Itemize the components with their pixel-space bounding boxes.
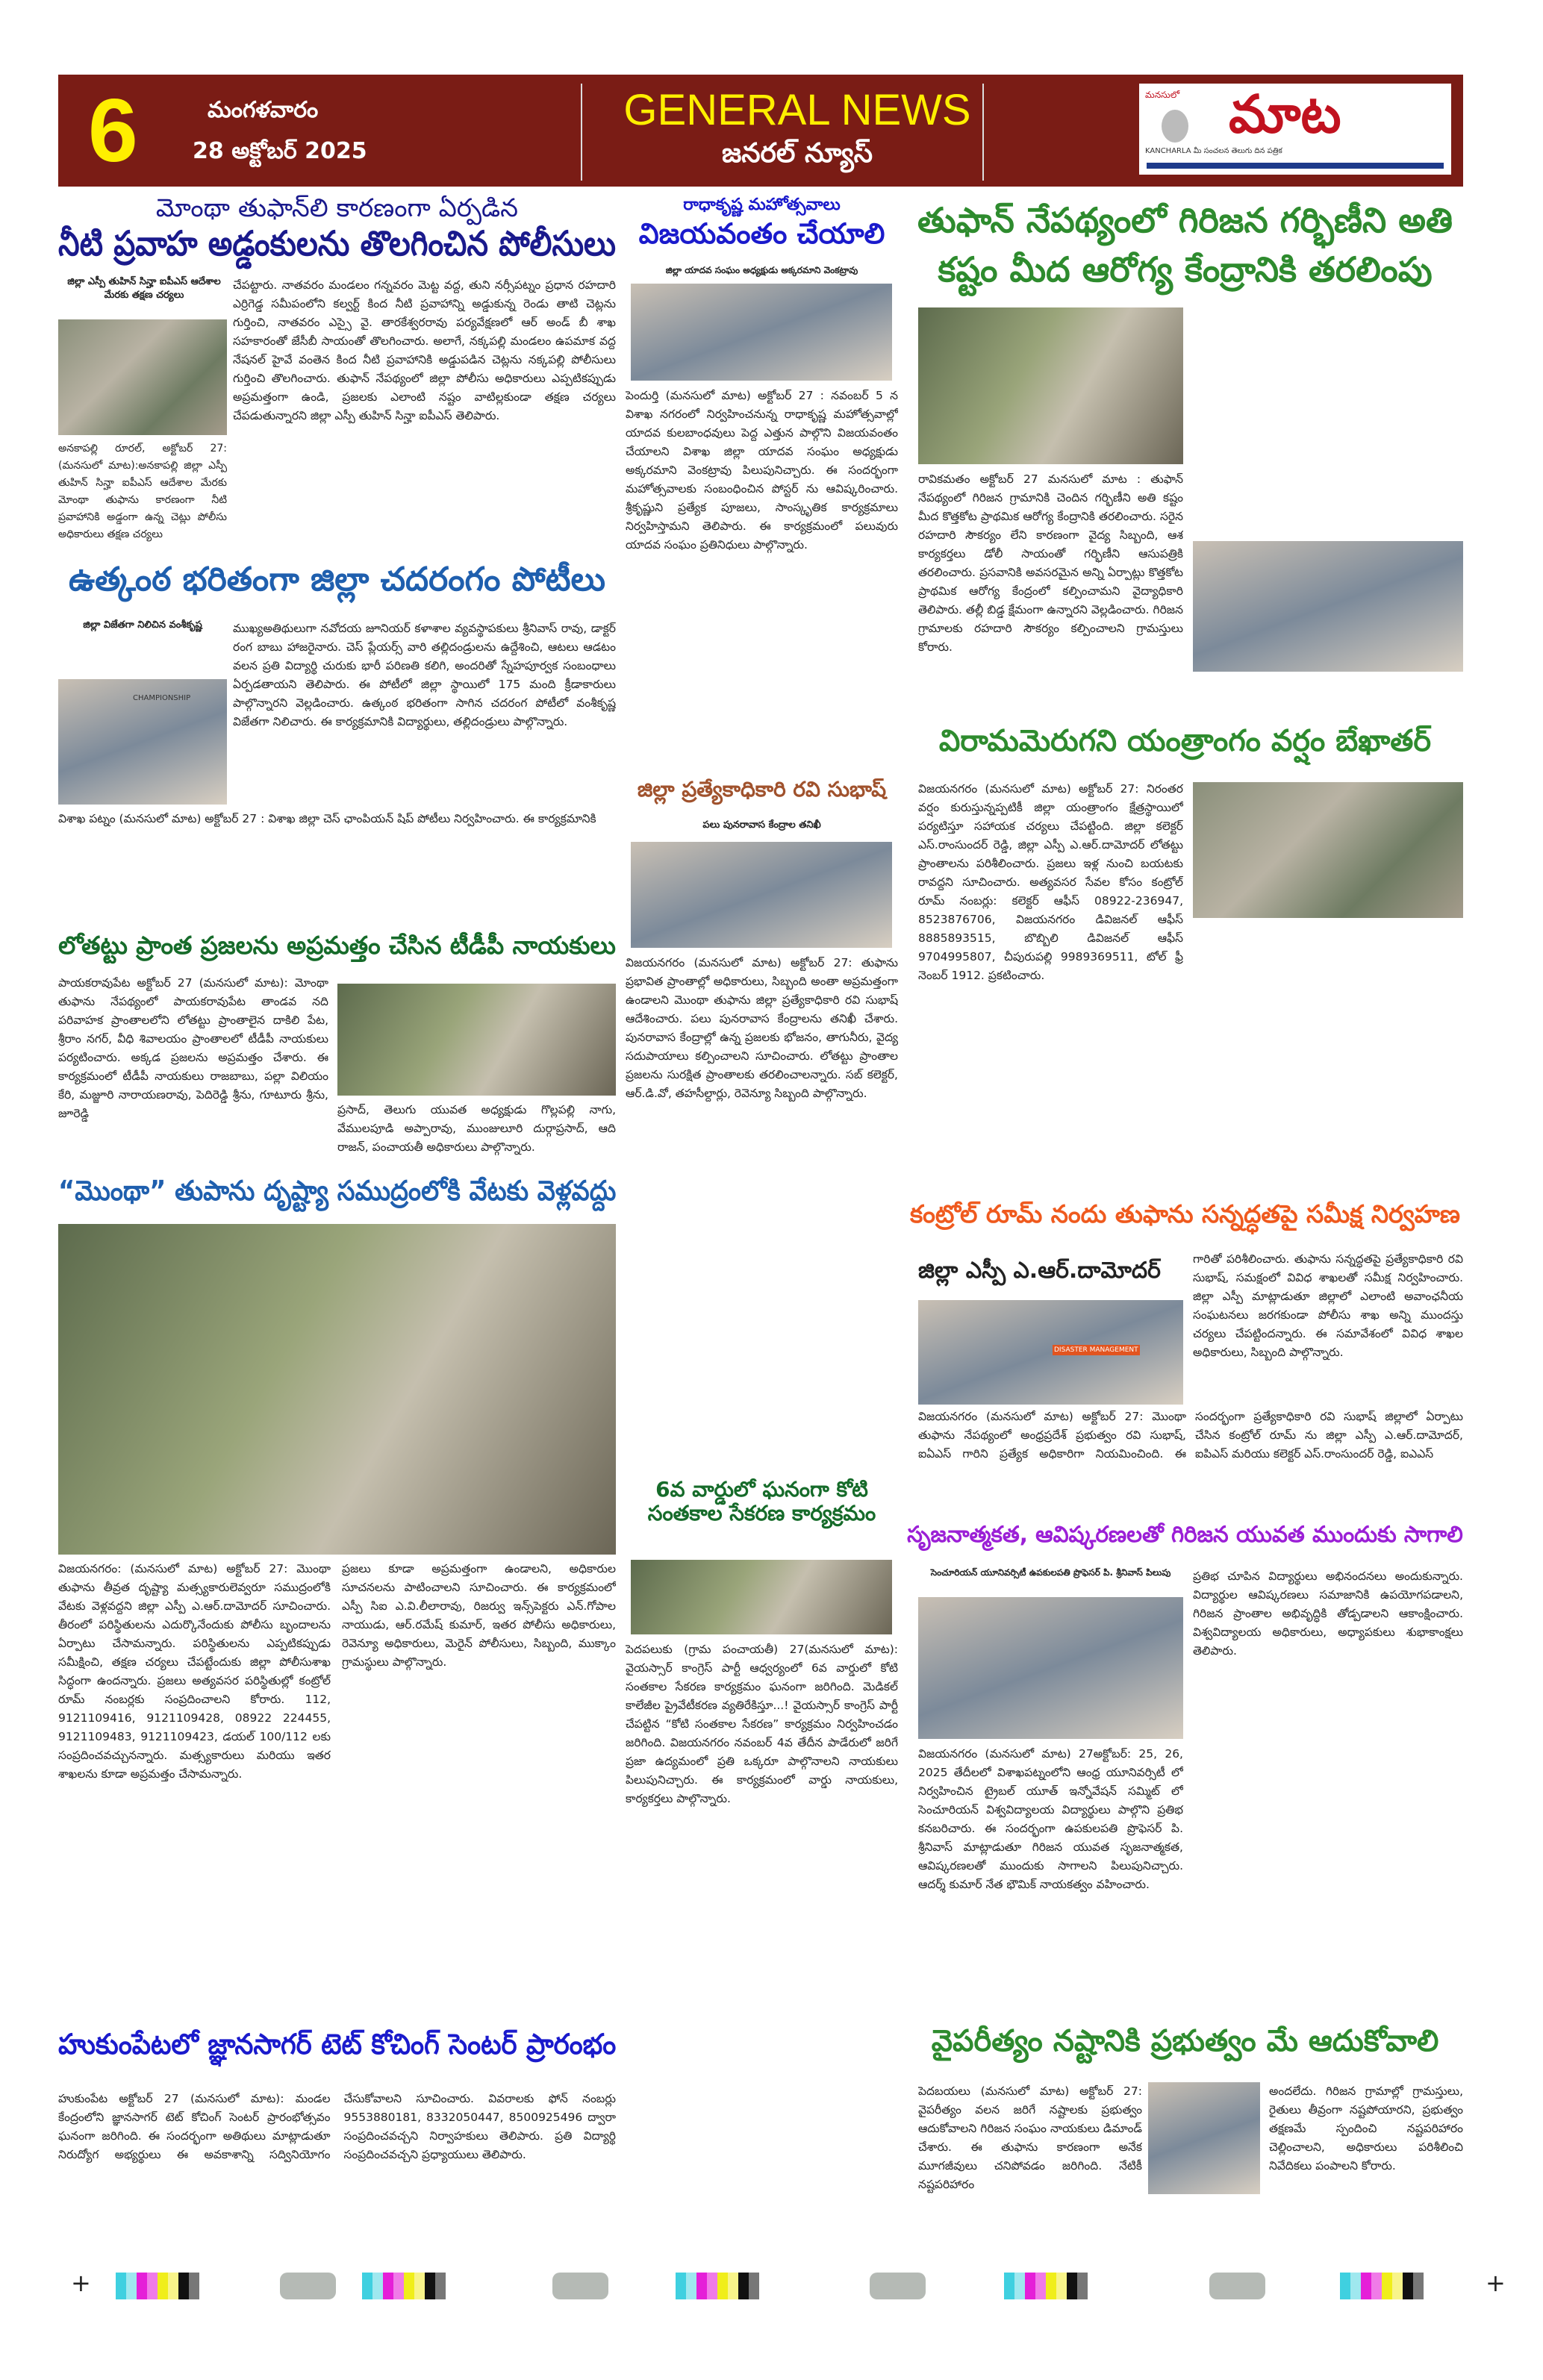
article-body-continued: ప్రతిభ చూపిన విద్యార్థులు అభినందనలు అందుకున్నారు. విద్యార్థుల ఆవిష్కరణలు సమాజానికి ఉపయోగపడాలని, గిరిజన ప్రాంతాల అభివృద్ధికి తోడ్పడాలని ఆకాంక్షించారు. విశ్వవిద్యాలయ అధికారులు, అధ్యాపకులు శుభాకాంక్షలు తెలిపారు. <box>1193 1570 1463 1658</box>
article-subheadline: జిల్లా ఎస్పీ తుహిన్ సిన్హా ఐపీఎస్ ఆదేశాల మేరకు తక్షణ చర్యలు <box>67 276 221 301</box>
registration-mark-icon: + <box>1486 2269 1506 2297</box>
article-body: విజయనగరం (మనసులో మాట) 27అక్టోబర్: 25, 26, 2025 తేదీలలో విశాఖపట్నంలోని ఆంధ్ర యూనివర్సిటీ లో నిర్వహించిన ట్రైబల్ యూత్ ఇన్నోవేషన్ సమ్మిట్ లో సెంచూరియన్ విశ్వవిద్యాలయ విద్యార్థులు పాల్గొని ప్రతిభ కనబరిచారు. ఈ సందర్భంగా ఉపకులపతి ప్రొఫెసర్ పి. శ్రీనివాస్ మాట్లాడుతూ గిరిజన యువత సృజనాత్మకత, ఆవిష్కరణలతో ముందుకు సాగాలని పిలుపునిచ్చారు. ఆదర్శ్ కుమార్ నేత భౌమిక్ నాయకత్వం వహించారు. <box>918 1747 1183 1891</box>
article-body-continued: ప్రసాద్, తెలుగు యువత అధ్యక్షుడు గొల్లపల్లి నాగు, వేములపూడి అప్పారావు, ముంజులూరి దుర్గాప్రసాద్, ఆది రాజన్, పంచాయతీ అధికారులు పాల్గొన్నారు. <box>337 1103 616 1154</box>
color-swatch <box>696 2273 707 2299</box>
color-swatch <box>404 2273 414 2299</box>
color-swatch <box>383 2273 393 2299</box>
color-swatch <box>372 2273 383 2299</box>
logo-bar <box>1147 163 1444 169</box>
color-swatch <box>393 2273 404 2299</box>
article-headline: సృజనాత్మకత, ఆవిష్కరణలతో గిరిజన యువత ముందుకు సాగాలి <box>907 1522 1463 1548</box>
article-body: విజయనగరం (మనసులో మాట) అక్టోబర్ 27: నిరంతర వర్షం కురుస్తున్నప్పటికీ జిల్లా యంత్రాంగం క్షేత్రస్థాయిలో పర్యటిస్తూ సహాయక చర్యలు చేపట్టింది. జిల్లా కలెక్టర్ ఎస్.రాంసుందర్ రెడ్డి, జిల్లా ఎస్పీ ఎ.ఆర్.దామోదర్ లోతట్టు ప్రాంతాలను పరిశీలించారు. ప్రజలు ఇళ్ల నుంచి బయటకు రావద్దని సూచించారు. అత్యవసర సేవల కోసం కంట్రోల్ రూమ్ నంబర్లు: కలెక్టర్ ఆఫీస్ 08922-236947, 8523876706, విజయనగరం డివిజనల్ ఆఫీస్ 8885893515, బొబ్బిలి డివిజనల్ ఆఫీస్ 9704995807, చీపురుపల్లి 9989369511, టోల్ ఫ్రీ నెంబర్ 1912. ప్రకటించారు. <box>918 782 1183 982</box>
article-kicker: రాధాకృష్ణ మహోత్సవాలు <box>683 196 841 214</box>
logo-tagline-text: మీ సంచలన తెలుగు దిన పత్రిక <box>1193 147 1282 155</box>
gray-swatch <box>1209 2273 1265 2299</box>
color-swatch <box>1350 2273 1361 2299</box>
color-swatch <box>1371 2273 1382 2299</box>
article-photo <box>631 1560 892 1634</box>
article-body: విజయనగరం: (మనసులో మాట) అక్టోబర్ 27: మొంథా తుఫాను తీవ్రత దృష్ట్యా మత్స్యకారులెవ్వరూ సముద్రంలోకి వేటకు వెళ్లవద్దని జిల్లా ఎస్పీ ఎ.ఆర్.దామోదర్ సూచించారు. తీరంలో పరిస్థితులను ఎదుర్కొనేందుకు పోలీసు బృందాలను ఏర్పాటు చేసామన్నారు. పరిస్థితులను ఎప్పటికప్పుడు సమీక్షించి, తక్షణ చర్యలు చేపట్టేందుకు జిల్లా పోలీసుశాఖ సిద్ధంగా ఉందన్నారు. ప్రజలు అత్యవసర పరిస్థితుల్లో కంట్రోల్ రూమ్ నంబర్లకు సంప్రదించాలని కోరారు. 112, 9121109416, 9121109428, 08922 224455, 9121109483, 9121109423, డయల్ 100/112 లకు సంప్రదించవచ్చునన్నారు. మత్స్యకారులు మరియు ఇతర శాఖలను కూడా అప్రమత్తం చేసామన్నారు. <box>58 1562 331 1781</box>
article-photo <box>918 307 1183 464</box>
article-photo <box>1193 541 1463 672</box>
color-swatch <box>362 2273 372 2299</box>
color-swatch <box>717 2273 728 2299</box>
newspaper-logo <box>1139 84 1451 175</box>
gray-swatch <box>552 2273 608 2299</box>
article-body: విజయనగరం (మనసులో మాట) అక్టోబర్ 27: తుఫాను ప్రభావిత ప్రాంతాల్లో అధికారులు, సిబ్బంది అంతా అప్రమత్తంగా ఉండాలని మొంథా తుఫాను జిల్లా ప్రత్యేకాధికారి రవి సుభాష్ ఆదేశించారు. పలు పునరావాస కేంద్రాలను తనిఖీ చేశారు. పునరావాస కేంద్రాల్లో ఉన్న ప్రజలకు భోజనం, తాగునీరు, వైద్య సదుపాయాలు కల్పించాలని సూచించారు. లోతట్టు ప్రాంతాల ప్రజలను సురక్షిత ప్రాంతాలకు తరలించాలన్నారు. సబ్ కలెక్టర్, ఆర్.డి.వో, తహసీల్దార్లు, రెవెన్యూ సిబ్బంది పాల్గొన్నారు. <box>626 956 898 1100</box>
color-swatch <box>1403 2273 1413 2299</box>
color-swatch <box>435 2273 446 2299</box>
article-subheadline: జిల్లా ఎస్పీ ఎ.ఆర్.దామోదర్ <box>918 1258 1161 1284</box>
article-body: హుకుంపేట అక్టోబర్ 27 (మనసులో మాట): మండల కేంద్రంలోని జ్ఞానసాగర్ టెట్ కోచింగ్ సెంటర్ ప్రారంభోత్సవం ఘనంగా జరిగింది. ఈ సందర్భంగా అతిథులు మాట్లాడుతూ నిరుద్యోగ అభ్యర్థులు ఈ అవకాశాన్ని సద్వినియోగం చేసుకోవాలని సూచించారు. వివరాలకు ఫోన్ నంబర్లు 9553880181, 8332050447, 8500925496 ద్వారా సంప్రదించవచ్చని నిర్వాహకులు తెలిపారు. ప్రతి విద్యార్థి సంప్రదించవచ్చని ప్రధ్యాయులు తెలిపారు. <box>58 2092 616 2161</box>
article-photo <box>58 319 227 435</box>
article-subheadline: జిల్లా యాదవ సంఘం అధ్యక్షుడు అక్కరమాని వెంకట్రావు <box>665 265 858 275</box>
color-swatch <box>1340 2273 1350 2299</box>
article-photo <box>918 1300 1183 1405</box>
article-headline: ఉత్కంఠ భరితంగా జిల్లా చదరంగం పోటీలు <box>69 560 605 599</box>
logo-portrait-icon <box>1162 110 1188 143</box>
article-headline: 6వ వార్డులో ఘనంగా కోటి సంతకాల సేకరణ కార్యక్రమం <box>647 1477 876 1526</box>
gray-swatch <box>280 2273 336 2299</box>
article-photo <box>58 679 227 805</box>
color-swatch <box>147 2273 158 2299</box>
color-swatch <box>749 2273 759 2299</box>
article-photo <box>918 1597 1183 1739</box>
article-body: చేపట్టారు. నాతవరం మండలం గన్నవరం మెట్ట వద్ద, తుని నర్సీపట్నం ప్రధాన రహదారి ఎర్రిగెడ్డ సమీపంలోని కల్వర్ట్ కింద నీటి ప్రవాహాన్ని అడ్డుకున్న రెండు తాటి చెట్లను గుర్తించి, నాతవరం ఎస్సై వై. తారకేశ్వరరావు పర్యవేక్షణలో ఆర్ అండ్ బీ శాఖ సహకారంతో జేసీబీ సాయంతో తొలగించారు. అలాగే, నక్కపల్లి మండలం ఉపమాక వద్ద నేషనల్ హైవే వంతెన కింద నీటి ప్రవాహానికి అడ్డుపడిన చెట్లను నక్కపల్లి పోలీసులు గుర్తించి తొలగించారు. తుఫాన్ నేపథ్యంలో జిల్లా పోలీసు అధికారులు ఎప్పటికప్పుడు అప్రమత్తంగా ఉండి, ప్రజలకు ఎలాంటి నష్టం వాటిల్లకుండా తక్షణ చర్యలు చేపడుతున్నారని జిల్లా ఎస్పీ తుహిన్ సిన్హా ఐపీఎస్ తెలిపారు. <box>233 278 616 422</box>
masthead <box>58 75 1463 187</box>
article-headline: జిల్లా ప్రత్యేకాధికారి రవి సుభాష్ <box>637 777 887 802</box>
article-body-continued: అందలేదు. గిరిజన గ్రామాల్లో గ్రామస్తులు, రైతులు తీవ్రంగా నష్టపోయారని, ప్రభుత్వం తక్షణమే స్పందించి నష్టపరిహారం చెల్లించాలని, అధికారులు పరిశీలించి నివేదికలు పంపాలని కోరారు. <box>1269 2084 1463 2173</box>
article-body: పెదబయలు (మనసులో మాట) అక్టోబర్ 27: వైపరీత్యం వలన జరిగే నష్టాలకు ప్రభుత్వం ఆదుకోవాలని గిరిజన సంఘం నాయకులు డిమాండ్ చేశారు. ఈ తుఫాను కారణంగా అనేక మూగజీవులు చనిపోవడం జరిగింది. నేటికీ నష్టపరిహారం <box>918 2084 1142 2191</box>
article-body-continued: ప్రజలు కూడా అప్రమత్తంగా ఉండాలని, అధికారుల సూచనలను పాటించాలని సూచించారు. ఈ కార్యక్రమంలో ఎస్పీ సిఐ ఎ.వి.లీలారావు, రిజర్వు ఇన్స్‌పెక్టరు ఎన్.గోపాల నాయుడు, ఆర్.రమేష్ కుమార్, ఇతర పోలీసు అధికారులు, రెవెన్యూ అధికారులు, మెరైన్ పోలీసులు, సిబ్బంది, ముక్కాం గ్రామస్థులు పాల్గొన్నారు. <box>342 1562 616 1669</box>
color-swatch <box>738 2273 749 2299</box>
article-photo <box>58 1224 616 1555</box>
color-swatch <box>168 2273 178 2299</box>
article-photo <box>631 284 892 381</box>
masthead-date: 28 అక్టోబర్ 2025 <box>193 138 367 164</box>
article-headline: తుఫాన్ నేపథ్యంలో గిరిజన గర్భిణీని అతి కష్టం మీద ఆరోగ్య కేంద్రానికి తరలింపు <box>917 200 1453 290</box>
article-headline: హుకుంపేటలో జ్ఞానసాగర్ టెట్ కోచింగ్ సెంటర్ ప్రారంభం <box>58 2028 617 2061</box>
article-photo <box>631 842 892 948</box>
masthead-day: మంగళవారం <box>208 97 319 123</box>
article-photo <box>337 984 616 1096</box>
color-swatch <box>116 2273 126 2299</box>
article-caption: విశాఖ పట్నం (మనసులో మాట) అక్టోబర్ 27 : విశాఖ జిల్లా చెస్ ఛాంపియన్ షిప్ పోటీలు నిర్వహించారు. ఈ కార్యక్రమానికి <box>58 812 596 825</box>
color-swatch <box>676 2273 686 2299</box>
article-headline: కంట్రోల్ రూమ్ నందు తుఫాను సన్నద్ధతపై సమీక్ష నిర్వహణ <box>909 1199 1461 1228</box>
color-swatch <box>1382 2273 1392 2299</box>
color-swatch <box>178 2273 189 2299</box>
article-headline: నీటి ప్రవాహ అడ్డంకులను తొలగించిన పోలీసులు <box>58 223 616 263</box>
article-body: పెందుర్తి (మనసులో మాట) అక్టోబర్ 27 : నవంబర్ 5 న విశాఖ నగరంలో నిర్వహించనున్న రాధాకృష్ణ మహోత్సవాల్లో యాదవ కులబాంధవులు పెద్ద ఎత్తున పాల్గొని విజయవంతం చేయాలని విశాఖ జిల్లా యాదవ సంఘం అధ్యక్షుడు అక్కరమాని వెంకట్రావు పిలుపునిచ్చారు. ఈ సందర్భంగా మహోత్సవాలకు సంబంధించిన పోస్టర్ ను ఆవిష్కరించారు. శ్రీకృష్ణుని ప్రత్యేక పూజలు, సాంస్కృతిక కార్యక్రమాలు నిర్వహిస్తామని తెలిపారు. ఈ కార్యక్రమంలో పలువురు యాదవ సంఘం ప్రతినిధులు పాల్గొన్నారు. <box>626 389 898 552</box>
color-swatch <box>1392 2273 1403 2299</box>
logo-tagline <box>1145 146 1282 157</box>
color-swatch <box>728 2273 738 2299</box>
article-headline: “మొంథా” తుపాను దృష్ట్యా సముద్రంలోకి వేటకు వెళ్లవద్దు <box>58 1175 617 1207</box>
color-swatch <box>425 2273 435 2299</box>
logo-small-text: మనసులో <box>1145 90 1180 100</box>
color-swatch <box>1046 2273 1056 2299</box>
article-photo <box>1193 782 1463 918</box>
article-kicker: మోంథా తుఫాన్‌లి కారణంగా ఏర్పడిన <box>155 193 519 223</box>
section-title-te: జనరల్ న్యూస్ <box>721 138 873 169</box>
section-title-en: GENERAL NEWS <box>623 86 971 134</box>
photo-sign-text: DISASTER MANAGEMENT <box>1054 1346 1138 1354</box>
article-caption: అనకాపల్లి రూరల్, అక్టోబర్ 27: (మనసులో మాట):అనకాపల్లి జిల్లా ఎస్పీ తుహిన్ సిన్హా ఐపీఎస్ ఆదేశాల మేరకు మోంథా తుఫాను కారణంగా నీటి ప్రవాహానికి అడ్డంగా ఉన్న చెట్లు పోలీసు అధికారులు తక్షణ చర్యలు <box>58 443 227 540</box>
color-swatch <box>1014 2273 1025 2299</box>
gray-swatch <box>870 2273 926 2299</box>
article-headline: లోతట్టు ప్రాంత ప్రజలను అప్రమత్తం చేసిన టీడీపీ నాయకులు <box>58 931 616 960</box>
article-body: పెదపలుకు (గ్రామ పంచాయతీ) 27(మనసులో మాట): వైయస్సార్ కాంగ్రెస్ పార్టీ ఆధ్వర్యంలో 6వ వార్డులో కోటి సంతకాల సేకరణ కార్యక్రమం ఘనంగా జరిగింది. మెడికల్ కాలేజీల ప్రైవేటీకరణ వ్యతిరేకిస్తూ...! వైయస్సార్ కాంగ్రెస్ పార్టీ చేపట్టిన “కోటి సంతకాల సేకరణ” కార్యక్రమం నిర్వహించడం జరిగింది. విజయనగరం నవంబర్ 4వ తేదీన పాడేరులో జరిగే ప్రజా ఉద్యమంలో ప్రతి ఒక్కరూ పాల్గొనాలని నాయకులు పిలుపునిచ్చారు. ఈ కార్యక్రమంలో వార్డు నాయకులు, కార్యకర్తలు పాల్గొన్నారు. <box>626 1643 898 1805</box>
person-photo <box>1148 2082 1260 2194</box>
color-swatch <box>1413 2273 1424 2299</box>
article-headline: విజయవంతం చేయాలి <box>638 217 885 250</box>
color-swatch <box>189 2273 199 2299</box>
color-swatch <box>137 2273 147 2299</box>
color-swatch <box>1361 2273 1371 2299</box>
color-swatch <box>1077 2273 1088 2299</box>
color-swatch <box>126 2273 137 2299</box>
masthead-divider <box>581 84 582 181</box>
article-body: రావికమతం అక్టోబర్ 27 మనసులో మాట : తుఫాన్ నేపథ్యంలో గిరిజన గ్రామానికి చెందిన గర్భిణీని అతి కష్టం మీద కొత్తకోట ప్రాథమిక ఆరోగ్య కేంద్రానికి తరలించారు. సరైన రహదారి సౌకర్యం లేని కారణంగా వైద్య సిబ్బంది, ఆశ కార్యకర్తలు డోలీ సాయంతో గర్భిణీని ఆసుపత్రికి తరలించారు. ప్రసవానికి అవసరమైన అన్ని ఏర్పాట్లు కొత్తకోట ప్రాథమిక ఆరోగ్య కేంద్రంలో కల్పించామని వైద్యాధికారి తెలిపారు. తల్లీ బిడ్డ క్షేమంగా ఉన్నారని వెల్లడించారు. గిరిజన గ్రామాలకు రహదారి సౌకర్యం కల్పించాలని గ్రామస్తులు కోరారు. <box>918 472 1183 654</box>
color-swatch <box>707 2273 717 2299</box>
color-swatch <box>1056 2273 1067 2299</box>
page-number: 6 <box>88 81 138 181</box>
article-subheadline: జిల్లా విజేతగా నిలిచిన వంశీకృష్ణ <box>83 619 202 631</box>
article-subheadline: సెంచూరియన్ యూనివర్సిటీ ఉపకులపతి ప్రొఫెసర్ పి. శ్రీనివాస్ పిలుపు <box>930 1567 1171 1578</box>
article-body: ముఖ్యఅతిథులుగా నవోదయ జూనియర్ కళాశాల వ్యవస్థాపకులు శ్రీనివాస్ రావు, డాక్టర్ రంగ బాబు హాజరైనారు. చెస్ ప్లేయర్స్ వారి తల్లిదండ్రులను ఉద్దేశించి, ఆటలు ఆడటం వలన ప్రతి విద్యార్థి చురుకు భారీ పరిణతి కలిగి, అందరితో స్నేహపూర్వక సంబంధాలు ఏర్పడతాయని తెలిపారు. ఈ పోటీలో జిల్లా స్థాయిలో 175 మంది క్రీడాకారులు పాల్గొన్నారని వెల్లడించారు. ఉత్కంఠ భరితంగా సాగిన చదరంగ పోటీలో వంశీకృష్ణ విజేతగా నిలిచారు. ఈ కార్యక్రమానికి విద్యార్థులు, తల్లిదండ్రులు పాల్గొన్నారు. <box>233 622 616 728</box>
logo-main-text: మాట <box>1229 84 1341 145</box>
color-swatch <box>1035 2273 1046 2299</box>
article-headline: విరామమెరుగని యంత్రాంగం వర్షం బేఖాతర్ <box>938 724 1432 758</box>
color-swatch <box>158 2273 168 2299</box>
color-swatch <box>1025 2273 1035 2299</box>
article-subheadline: పలు పునరావాస కేంద్రాల తనిఖీ <box>702 819 821 831</box>
color-swatch <box>1004 2273 1014 2299</box>
article-body-continued: గారితో పరిశీలించారు. తుఫాను సన్నద్ధతపై ప్రత్యేకాధికారి రవి సుభాష్, సమక్షంలో వివిధ శాఖలతో సమీక్ష నిర్వహించారు. జిల్లా ఎస్పీ మాట్లాడుతూ జిల్లాలో ఎలాంటి అవాంఛనీయ సంఘటనలు జరగకుండా పోలీసు శాఖ అన్ని ముందస్తు చర్యలు చేపట్టిందన్నారు. ఈ సమావేశంలో వివిధ శాఖల అధికారులు, సిబ్బంది పాల్గొన్నారు. <box>1193 1252 1463 1359</box>
color-swatch <box>686 2273 696 2299</box>
article-body: పాయకరావుపేట అక్టోబర్ 27 (మనసులో మాట): మోంథా తుఫాను నేపథ్యంలో పాయకరావుపేట తాండవ నది పరివాహక ప్రాంతాలలోని లోతట్టు ప్రాంతాలైన దాకిలి పేట, శ్రీరాం నగర్, వీధి శివాలయం ప్రాంతాలలో టీడీపీ నాయకులు పర్యటించారు. అక్కడ ప్రజలను అప్రమత్తం చేశారు. ఈ కార్యక్రమంలో టీడీపీ నాయకులు రాజబాబు, పల్లా విలియం కేరి, మజ్జూరి నారాయణరావు, పెదిరెడ్డి శ్రీను, గూటూరు శ్రీను, జూరెడ్డి <box>58 976 328 1120</box>
article-body: విజయనగరం (మనసులో మాట) అక్టోబర్ 27: మొంథా తుఫాను నేపథ్యంలో అంధ్రప్రదేశ్ ప్రభుత్వం రవి సుభాష్, ఐఏఎస్ గారిని ప్రత్యేక అధికారిగా నియమించింది. ఈ సందర్భంగా ప్రత్యేకాధికారి రవి సుభాష్ జిల్లాలో ఏర్పాటు చేసిన కంట్రోల్ రూమ్ ను జిల్లా ఎస్పీ ఎ.ఆర్.దామోదర్, ఐపిఎస్ మరియు కలెక్టర్ ఎస్.రాంసుందర్ రెడ్డి, ఐఎఎస్ <box>918 1410 1463 1461</box>
photo-banner-text: CHAMPIONSHIP <box>133 694 191 702</box>
logo-name: KANCHARLA <box>1145 147 1191 155</box>
registration-mark-icon: + <box>71 2269 91 2297</box>
masthead-divider <box>982 84 984 181</box>
color-swatch <box>414 2273 425 2299</box>
article-headline: వైపరీత్యం నష్టానికి ప్రభుత్వం మే ఆదుకోవాలి <box>931 2024 1439 2058</box>
color-swatch <box>1067 2273 1077 2299</box>
